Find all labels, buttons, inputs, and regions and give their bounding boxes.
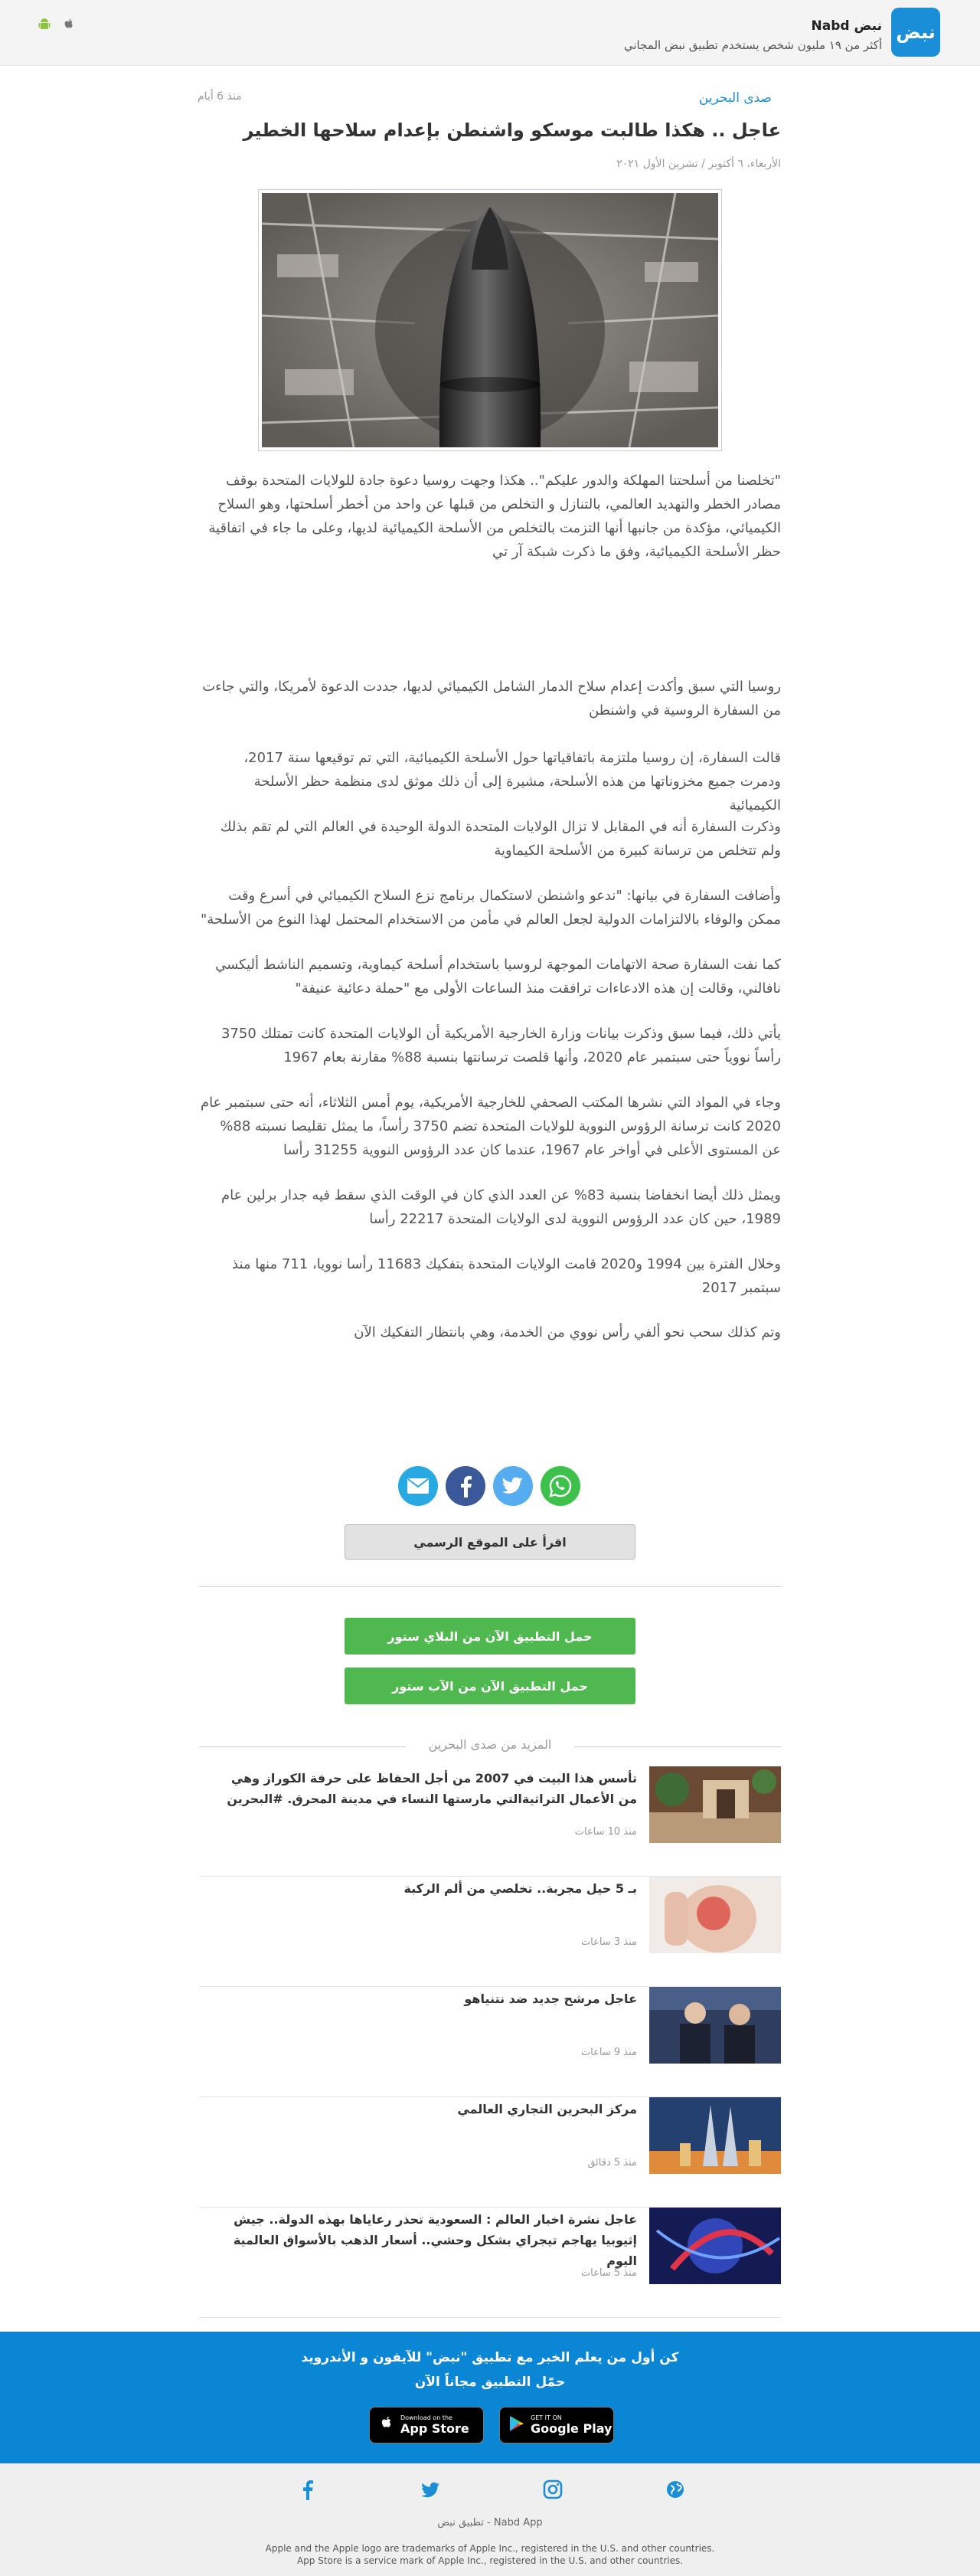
twitter-icon[interactable]: [493, 1466, 533, 1506]
nabd-logo[interactable]: نبض: [891, 8, 940, 57]
related-title: تأسس هذا البيت في 2007 من أجل الحفاظ على حرفة الكوراز وهي من الأعمال التراثيةالتي مارستها النساء في مدينة المحرق. #البحرين: [227, 1771, 637, 1806]
more-heading-text: المزيد من صدى البحرين: [428, 1737, 552, 1752]
footer-legal-appstore: App Store is a service mark of Apple Inc., registered in the U.S. and other countries.: [296, 2555, 684, 2566]
related-title: عاجل نشرة اخبار العالم : السعودية تحذر رعاياها بهذه الدولة.. جيش إثيوبيا يهاجم تيجراي بشكل وحشي.. أسعار الذهب بالأسواق العالمية اليوم: [233, 2212, 637, 2268]
download-app-store-button[interactable]: حمل التطبيق الآن من الآب ستور: [345, 1668, 635, 1704]
article-paragraph: وأضافت السفارة في بيانها: "ندعو واشنطن لاستكمال برنامج نزع السلاح الكيميائي في أسرع وقت ممكن والوفاء بالالتزامات الدولية لجعل العالم في مأمن من الاستخدام المحتمل لهذا النوع من الأسلحة": [200, 888, 781, 928]
article-paragraph: وجاء في المواد التي نشرها المكتب الصحفي للخارجية الأمريكية، يوم أمس الثلاثاء، أنه حتى سبتمبر عام 2020 كانت ترسانة الرؤوس النووية للولايات المتحدة تضم 3750 رأساً، ما يمثل تقليصا نسبته 88% عن المستوى الأعلى في أواخر عام 1967، عندما كان عدد الرؤوس النووية 31255 رأسا: [201, 1095, 781, 1158]
app-store-big: App Store: [400, 2421, 469, 2436]
google-play-big: Google Play: [531, 2421, 612, 2436]
promo-line-2: حمّل التطبيق مجاناً الآن: [414, 2375, 566, 2390]
download-play-store-button[interactable]: حمل التطبيق الآن من البلاي ستور: [345, 1618, 635, 1655]
related-title: مركز البحرين التجاري العالمي: [457, 2102, 637, 2116]
article-date: الأربعاء، ٦ أكتوبر / تشرين الأول ٢٠٢١: [616, 158, 781, 170]
related-thumbnail: [649, 2208, 781, 2284]
article-paragraph: قالت السفارة، إن روسيا ملتزمة باتفاقياتها حول الأسلحة الكيميائية، التي تم توقيعها سنة 2017، ودمرت جميع مخزوناتها من هذه الأسلحة، مشيرة إلى أن ذلك موثق لدى منظمة حظر الأسلحة الكيميائية: [243, 750, 781, 813]
article-source[interactable]: صدى البحرين: [698, 90, 772, 106]
article-paragraph: روسيا التي سبق وأكدت إعدام سلاح الدمار الشامل الكيميائي لديها، جددت الدعوة لأمريكا، والتي جاءت من السفارة الروسية في واشنطن: [202, 679, 781, 718]
google-play-small: GET IT ON: [531, 2414, 562, 2421]
more-heading: [199, 1737, 781, 1757]
related-time: منذ 5 ساعات: [580, 2267, 637, 2279]
article-image: [258, 189, 722, 451]
google-play-icon: [509, 2415, 524, 2435]
brand-tagline: أكثر من ١٩ مليون شخص يستخدم تطبيق نبض المجاني: [623, 38, 882, 52]
app-promo-banner: [0, 2332, 980, 2463]
article-paragraph: "تخلصنا من أسلحتنا المهلكة والدور عليكم".. هكذا وجهت روسيا دعوة جادة للولايات المتحدة بوقف مصادر الخطر والتهديد العالمي، بالتنازل و التخلص من قبلها عن واحد من أخطر أسلحتها، وهو السلاح الكيميائي، مؤكدة من جانبها أنها التزمت بالتخلص من الأسلحة الكيميائية لديها، وعلى ما جاء في اتفاقية حظر الأسلحة الكيميائية، وفق ما ذكرت شبكة آر تي: [208, 473, 781, 560]
related-title: عاجل مرشح جديد ضد نتنياهو: [464, 1992, 637, 2006]
related-article[interactable]: [199, 2208, 781, 2318]
related-thumbnail: [649, 1987, 781, 2064]
article-paragraph: وتم كذلك سحب نحو ألفي رأس نووي من الخدمة، وهي بانتظار التفكيك الآن: [354, 1324, 781, 1340]
whatsapp-icon[interactable]: [541, 1466, 580, 1506]
footer-legal-apple: Apple and the Apple logo are trademarks of Apple Inc., registered in the U.S. and other countries.: [265, 2543, 715, 2554]
related-article[interactable]: [199, 1877, 781, 1987]
related-time: منذ 9 ساعات: [580, 2047, 637, 2058]
article-paragraph: كما نفت السفارة صحة الاتهامات الموجهة لروسيا باستخدام أسلحة كيماوية، وتسميم الناشط أليكسي نافالني، وقالت إن هذه الادعاءات ترافقت منذ الساعات الأولى مع "حملة دعائية عنيفة": [215, 957, 781, 997]
related-thumbnail: [649, 1877, 781, 1953]
related-time: منذ 10 ساعات: [574, 1826, 637, 1838]
email-icon[interactable]: [398, 1466, 438, 1506]
related-article[interactable]: [199, 2097, 781, 2208]
android-icon[interactable]: [37, 17, 52, 32]
store-badges: [369, 2407, 614, 2443]
site-footer: [0, 2463, 980, 2576]
related-time: منذ 5 دقائق: [587, 2157, 637, 2168]
missile-silo-illustration: [262, 193, 718, 447]
os-icons: [37, 17, 77, 32]
promo-line-1: كن أول من يعلم الخبر مع تطبيق "نبض" للآيفون و الأندرويد: [301, 2350, 679, 2365]
footer-social: [297, 2479, 686, 2500]
brand-name: نبض Nabd: [811, 18, 882, 34]
related-article[interactable]: [199, 1766, 781, 1877]
apple-icon[interactable]: [61, 17, 77, 32]
facebook-icon[interactable]: [446, 1466, 485, 1506]
app-store-small: Download on the: [400, 2414, 452, 2421]
article-paragraph: ويمثل ذلك أيضا انخفاضا بنسبة 83% عن العدد الذي كان في الوقت الذي سقط فيه جدار برلين عام 1989، حين كان عدد الرؤوس النووية لدى الولايات المتحدة 22217 رأسا: [220, 1187, 781, 1227]
related-thumbnail: [649, 1766, 781, 1843]
globe-icon[interactable]: [665, 2479, 686, 2500]
article-age: منذ 6 أيام: [198, 90, 242, 103]
site-header: [0, 0, 980, 66]
article-paragraph: يأتي ذلك، فيما سبق وذكرت بيانات وزارة الخارجية الأمريكية أن الولايات المتحدة كانت تمتلك 3750 رأساً نووياً حتى سبتمبر عام 2020، وأنها قلصت ترسانتها بنسبة 88% مقارنة بعام 1967: [221, 1026, 781, 1065]
read-official-site-button[interactable]: اقرأ على الموقع الرسمي: [345, 1524, 635, 1560]
divider: [199, 1586, 781, 1587]
google-play-badge[interactable]: [499, 2407, 614, 2443]
article-paragraph: وذكرت السفارة أنه في المقابل لا تزال الولايات المتحدة الدولة الوحيدة في العالم التي لم تقم بذلك ولم تتخلص من ترسانة كبيرة من الأسلحة الكيماوية: [220, 819, 781, 859]
footer-app-name: Nabd App - تطبيق نبض: [437, 2517, 543, 2529]
article-title: عاجل .. هكذا طالبت موسكو واشنطن بإعدام سلاحها الخطير: [243, 119, 781, 141]
share-bar: [398, 1466, 580, 1506]
related-thumbnail: [649, 2097, 781, 2174]
article-paragraph: وخلال الفترة بين 1994 و2020 قامت الولايات المتحدة بتفكيك 11683 رأسا نوويا، 711 منها منذ سبتمبر 2017: [232, 1256, 781, 1296]
apple-icon: [379, 2414, 394, 2436]
related-time: منذ 3 ساعات: [580, 1936, 637, 1948]
twitter-icon[interactable]: [420, 2479, 441, 2500]
app-store-badge[interactable]: [369, 2407, 484, 2443]
facebook-icon[interactable]: [297, 2479, 318, 2500]
related-title: بـ 5 حيل مجربة.. تخلصي من ألم الركبة: [403, 1881, 637, 1896]
instagram-icon[interactable]: [542, 2479, 564, 2500]
related-article[interactable]: [199, 1987, 781, 2097]
